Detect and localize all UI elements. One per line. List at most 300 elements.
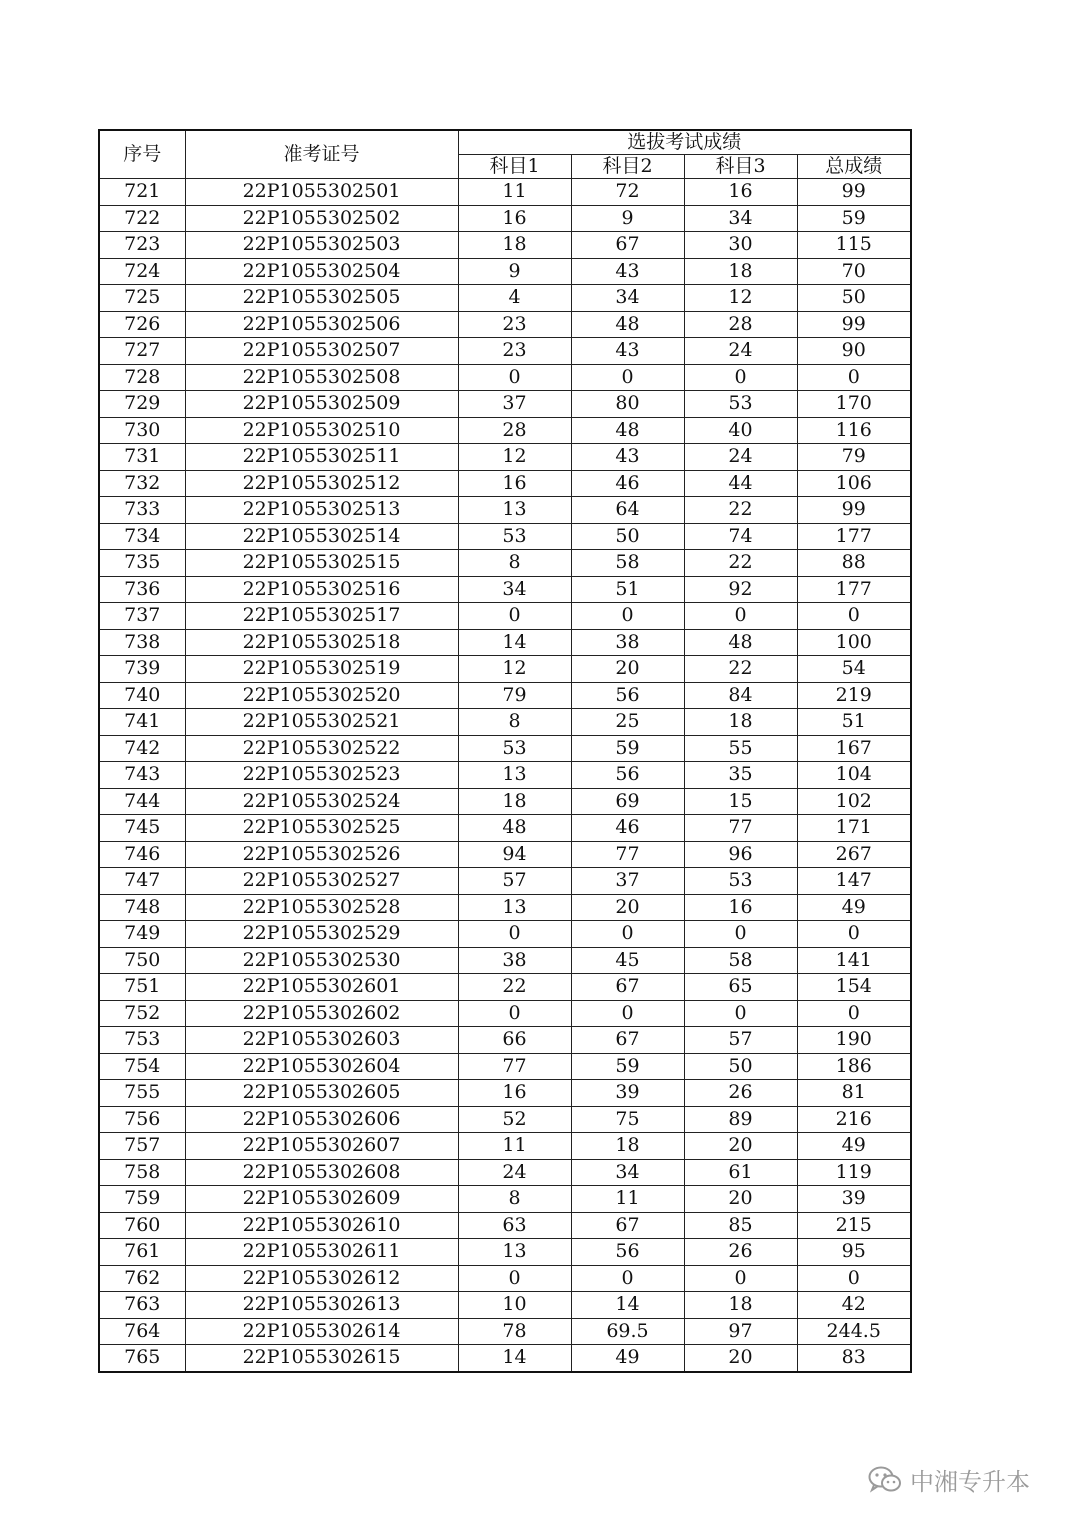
cell-seq: 743 [99,762,185,789]
cell-subject-3: 58 [684,947,797,974]
table-row [99,629,911,656]
cell-subject-1: 78 [458,1318,571,1345]
cell-subject-2: 37 [571,868,684,895]
cell-subject-3: 74 [684,523,797,550]
header-exam-id: 准考证号 [185,130,458,179]
cell-subject-3: 53 [684,868,797,895]
cell-total: 54 [797,656,911,683]
cell-subject-1: 38 [458,947,571,974]
cell-subject-2: 75 [571,1106,684,1133]
cell-seq: 751 [99,974,185,1001]
cell-subject-2: 48 [571,311,684,338]
cell-total: 39 [797,1186,911,1213]
cell-subject-2: 64 [571,497,684,524]
cell-exam-id: 22P1055302507 [185,338,458,365]
cell-subject-1: 0 [458,364,571,391]
cell-subject-2: 80 [571,391,684,418]
cell-seq: 734 [99,523,185,550]
cell-subject-2: 34 [571,1159,684,1186]
cell-subject-1: 16 [458,470,571,497]
cell-seq: 754 [99,1053,185,1080]
cell-subject-1: 12 [458,656,571,683]
table-row [99,815,911,842]
cell-subject-2: 56 [571,682,684,709]
cell-total: 99 [797,179,911,206]
table-row [99,868,911,895]
cell-subject-1: 94 [458,841,571,868]
header-score-group: 选拔考试成绩 [458,130,911,155]
cell-seq: 738 [99,629,185,656]
cell-subject-2: 14 [571,1292,684,1319]
cell-subject-3: 53 [684,391,797,418]
cell-total: 141 [797,947,911,974]
cell-exam-id: 22P1055302523 [185,762,458,789]
cell-subject-3: 84 [684,682,797,709]
cell-subject-1: 77 [458,1053,571,1080]
cell-subject-2: 0 [571,603,684,630]
table-row [99,550,911,577]
cell-exam-id: 22P1055302614 [185,1318,458,1345]
cell-seq: 726 [99,311,185,338]
cell-subject-3: 0 [684,603,797,630]
cell-subject-2: 39 [571,1080,684,1107]
cell-subject-3: 97 [684,1318,797,1345]
cell-subject-1: 13 [458,894,571,921]
cell-subject-1: 14 [458,1345,571,1372]
cell-seq: 724 [99,258,185,285]
cell-seq: 735 [99,550,185,577]
cell-total: 215 [797,1212,911,1239]
cell-subject-2: 67 [571,1212,684,1239]
cell-total: 90 [797,338,911,365]
cell-subject-1: 0 [458,1265,571,1292]
cell-subject-3: 22 [684,550,797,577]
cell-subject-1: 12 [458,444,571,471]
cell-subject-1: 28 [458,417,571,444]
cell-total: 104 [797,762,911,789]
cell-total: 42 [797,1292,911,1319]
cell-subject-1: 0 [458,921,571,948]
cell-exam-id: 22P1055302521 [185,709,458,736]
wechat-icon [868,1466,902,1494]
table-row [99,311,911,338]
cell-subject-2: 72 [571,179,684,206]
cell-exam-id: 22P1055302501 [185,179,458,206]
cell-subject-3: 50 [684,1053,797,1080]
cell-total: 177 [797,576,911,603]
cell-subject-3: 57 [684,1027,797,1054]
cell-seq: 759 [99,1186,185,1213]
cell-seq: 729 [99,391,185,418]
cell-exam-id: 22P1055302605 [185,1080,458,1107]
table-row [99,921,911,948]
cell-total: 147 [797,868,911,895]
score-table-body [99,179,911,1372]
cell-subject-2: 43 [571,444,684,471]
cell-subject-1: 10 [458,1292,571,1319]
cell-seq: 753 [99,1027,185,1054]
header-subject-2: 科目2 [571,155,684,179]
cell-subject-2: 56 [571,1239,684,1266]
cell-subject-2: 45 [571,947,684,974]
cell-total: 0 [797,1265,911,1292]
cell-subject-1: 18 [458,788,571,815]
cell-subject-1: 53 [458,523,571,550]
cell-subject-3: 16 [684,894,797,921]
cell-seq: 722 [99,205,185,232]
cell-exam-id: 22P1055302517 [185,603,458,630]
cell-subject-3: 18 [684,709,797,736]
header-total: 总成绩 [797,155,911,179]
cell-exam-id: 22P1055302608 [185,1159,458,1186]
cell-exam-id: 22P1055302522 [185,735,458,762]
table-row [99,1239,911,1266]
cell-subject-3: 12 [684,285,797,312]
cell-seq: 746 [99,841,185,868]
cell-seq: 730 [99,417,185,444]
cell-subject-3: 30 [684,232,797,259]
table-row [99,1212,911,1239]
cell-total: 219 [797,682,911,709]
cell-subject-3: 26 [684,1080,797,1107]
cell-total: 154 [797,974,911,1001]
table-row [99,1106,911,1133]
table-row [99,1186,911,1213]
cell-seq: 733 [99,497,185,524]
cell-exam-id: 22P1055302511 [185,444,458,471]
cell-subject-1: 34 [458,576,571,603]
cell-subject-1: 79 [458,682,571,709]
cell-total: 170 [797,391,911,418]
cell-seq: 752 [99,1000,185,1027]
cell-total: 267 [797,841,911,868]
cell-seq: 741 [99,709,185,736]
cell-exam-id: 22P1055302601 [185,974,458,1001]
cell-total: 59 [797,205,911,232]
cell-subject-3: 24 [684,444,797,471]
table-row [99,364,911,391]
watermark [868,1462,1030,1497]
cell-seq: 723 [99,232,185,259]
cell-exam-id: 22P1055302512 [185,470,458,497]
cell-subject-1: 8 [458,709,571,736]
cell-subject-2: 58 [571,550,684,577]
cell-total: 177 [797,523,911,550]
cell-total: 79 [797,444,911,471]
cell-subject-2: 69.5 [571,1318,684,1345]
table-row [99,762,911,789]
cell-total: 186 [797,1053,911,1080]
cell-exam-id: 22P1055302515 [185,550,458,577]
cell-subject-3: 26 [684,1239,797,1266]
cell-seq: 749 [99,921,185,948]
cell-subject-1: 53 [458,735,571,762]
cell-subject-3: 0 [684,1000,797,1027]
cell-subject-3: 85 [684,1212,797,1239]
cell-total: 99 [797,311,911,338]
cell-seq: 742 [99,735,185,762]
cell-total: 49 [797,894,911,921]
cell-subject-1: 23 [458,338,571,365]
table-row [99,497,911,524]
cell-subject-1: 63 [458,1212,571,1239]
cell-seq: 748 [99,894,185,921]
cell-subject-3: 20 [684,1133,797,1160]
cell-subject-3: 77 [684,815,797,842]
cell-subject-2: 11 [571,1186,684,1213]
cell-seq: 763 [99,1292,185,1319]
cell-exam-id: 22P1055302602 [185,1000,458,1027]
cell-total: 216 [797,1106,911,1133]
cell-subject-1: 0 [458,1000,571,1027]
table-row [99,947,911,974]
table-row [99,1000,911,1027]
cell-subject-2: 0 [571,1000,684,1027]
cell-subject-1: 37 [458,391,571,418]
cell-subject-1: 57 [458,868,571,895]
cell-seq: 728 [99,364,185,391]
table-row [99,709,911,736]
table-row [99,338,911,365]
cell-subject-1: 13 [458,497,571,524]
header-seq: 序号 [99,130,185,179]
cell-subject-1: 13 [458,1239,571,1266]
cell-exam-id: 22P1055302520 [185,682,458,709]
cell-subject-1: 22 [458,974,571,1001]
cell-subject-2: 43 [571,258,684,285]
cell-seq: 745 [99,815,185,842]
cell-subject-2: 50 [571,523,684,550]
cell-exam-id: 22P1055302611 [185,1239,458,1266]
cell-exam-id: 22P1055302527 [185,868,458,895]
cell-subject-2: 25 [571,709,684,736]
cell-subject-3: 55 [684,735,797,762]
cell-exam-id: 22P1055302502 [185,205,458,232]
cell-subject-3: 15 [684,788,797,815]
cell-subject-2: 56 [571,762,684,789]
table-row [99,1080,911,1107]
cell-exam-id: 22P1055302526 [185,841,458,868]
table-row [99,682,911,709]
cell-subject-1: 66 [458,1027,571,1054]
cell-subject-3: 61 [684,1159,797,1186]
cell-subject-3: 28 [684,311,797,338]
cell-subject-1: 8 [458,1186,571,1213]
cell-subject-1: 8 [458,550,571,577]
cell-subject-3: 44 [684,470,797,497]
table-row [99,841,911,868]
cell-exam-id: 22P1055302604 [185,1053,458,1080]
cell-subject-2: 67 [571,974,684,1001]
cell-exam-id: 22P1055302503 [185,232,458,259]
cell-subject-1: 23 [458,311,571,338]
cell-total: 81 [797,1080,911,1107]
cell-subject-3: 65 [684,974,797,1001]
table-row [99,285,911,312]
cell-total: 100 [797,629,911,656]
cell-subject-1: 9 [458,258,571,285]
cell-subject-3: 16 [684,179,797,206]
cell-total: 0 [797,921,911,948]
table-row [99,470,911,497]
cell-exam-id: 22P1055302610 [185,1212,458,1239]
cell-seq: 757 [99,1133,185,1160]
cell-subject-2: 69 [571,788,684,815]
cell-subject-2: 0 [571,364,684,391]
cell-subject-2: 9 [571,205,684,232]
cell-subject-2: 67 [571,232,684,259]
table-row [99,656,911,683]
cell-total: 119 [797,1159,911,1186]
cell-seq: 739 [99,656,185,683]
cell-total: 88 [797,550,911,577]
cell-subject-1: 16 [458,205,571,232]
cell-subject-3: 22 [684,497,797,524]
cell-exam-id: 22P1055302612 [185,1265,458,1292]
table-row [99,1133,911,1160]
cell-exam-id: 22P1055302525 [185,815,458,842]
table-row [99,735,911,762]
cell-total: 51 [797,709,911,736]
cell-subject-3: 96 [684,841,797,868]
cell-subject-1: 14 [458,629,571,656]
cell-subject-2: 49 [571,1345,684,1372]
cell-subject-2: 59 [571,735,684,762]
table-row [99,444,911,471]
cell-subject-3: 40 [684,417,797,444]
table-row [99,523,911,550]
cell-total: 0 [797,1000,911,1027]
cell-total: 83 [797,1345,911,1372]
table-row [99,1159,911,1186]
cell-exam-id: 22P1055302606 [185,1106,458,1133]
cell-seq: 744 [99,788,185,815]
cell-subject-3: 89 [684,1106,797,1133]
cell-subject-3: 0 [684,1265,797,1292]
table-row [99,179,911,206]
cell-seq: 765 [99,1345,185,1372]
cell-seq: 762 [99,1265,185,1292]
cell-subject-2: 20 [571,894,684,921]
cell-subject-2: 0 [571,1265,684,1292]
cell-seq: 760 [99,1212,185,1239]
table-row [99,603,911,630]
cell-subject-1: 18 [458,232,571,259]
cell-exam-id: 22P1055302514 [185,523,458,550]
header-subject-3: 科目3 [684,155,797,179]
table-row [99,391,911,418]
table-row [99,1027,911,1054]
table-row [99,576,911,603]
cell-exam-id: 22P1055302528 [185,894,458,921]
cell-subject-1: 4 [458,285,571,312]
cell-total: 49 [797,1133,911,1160]
table-row [99,894,911,921]
cell-exam-id: 22P1055302518 [185,629,458,656]
cell-exam-id: 22P1055302510 [185,417,458,444]
cell-subject-1: 48 [458,815,571,842]
table-row [99,974,911,1001]
cell-seq: 727 [99,338,185,365]
cell-seq: 731 [99,444,185,471]
cell-subject-2: 67 [571,1027,684,1054]
cell-seq: 725 [99,285,185,312]
table-row [99,417,911,444]
cell-total: 116 [797,417,911,444]
cell-subject-2: 20 [571,656,684,683]
cell-subject-2: 46 [571,815,684,842]
cell-subject-2: 48 [571,417,684,444]
cell-seq: 737 [99,603,185,630]
cell-subject-2: 43 [571,338,684,365]
cell-exam-id: 22P1055302607 [185,1133,458,1160]
cell-exam-id: 22P1055302519 [185,656,458,683]
cell-subject-3: 20 [684,1186,797,1213]
cell-subject-2: 51 [571,576,684,603]
cell-seq: 736 [99,576,185,603]
cell-subject-1: 11 [458,1133,571,1160]
cell-total: 99 [797,497,911,524]
cell-subject-2: 59 [571,1053,684,1080]
cell-subject-1: 11 [458,179,571,206]
cell-subject-1: 0 [458,603,571,630]
table-row [99,788,911,815]
cell-exam-id: 22P1055302508 [185,364,458,391]
cell-subject-3: 22 [684,656,797,683]
watermark-text: 中湘专升本 [910,1468,1030,1496]
cell-subject-3: 0 [684,364,797,391]
cell-total: 0 [797,364,911,391]
cell-exam-id: 22P1055302505 [185,285,458,312]
table-row [99,205,911,232]
cell-exam-id: 22P1055302615 [185,1345,458,1372]
cell-total: 171 [797,815,911,842]
table-row [99,1345,911,1372]
cell-total: 95 [797,1239,911,1266]
table-row [99,1265,911,1292]
cell-exam-id: 22P1055302529 [185,921,458,948]
cell-seq: 750 [99,947,185,974]
cell-total: 70 [797,258,911,285]
cell-exam-id: 22P1055302504 [185,258,458,285]
cell-seq: 764 [99,1318,185,1345]
cell-subject-2: 38 [571,629,684,656]
table-row [99,1318,911,1345]
cell-seq: 732 [99,470,185,497]
table-row [99,1292,911,1319]
cell-total: 50 [797,285,911,312]
cell-exam-id: 22P1055302509 [185,391,458,418]
cell-exam-id: 22P1055302506 [185,311,458,338]
cell-exam-id: 22P1055302530 [185,947,458,974]
cell-subject-2: 77 [571,841,684,868]
header-subject-1: 科目1 [458,155,571,179]
cell-subject-1: 52 [458,1106,571,1133]
cell-total: 244.5 [797,1318,911,1345]
cell-subject-2: 46 [571,470,684,497]
cell-exam-id: 22P1055302613 [185,1292,458,1319]
cell-seq: 740 [99,682,185,709]
cell-subject-3: 0 [684,921,797,948]
cell-exam-id: 22P1055302513 [185,497,458,524]
cell-total: 102 [797,788,911,815]
cell-total: 115 [797,232,911,259]
cell-subject-1: 13 [458,762,571,789]
cell-subject-2: 18 [571,1133,684,1160]
cell-subject-3: 34 [684,205,797,232]
score-table [98,129,912,1373]
cell-subject-1: 16 [458,1080,571,1107]
